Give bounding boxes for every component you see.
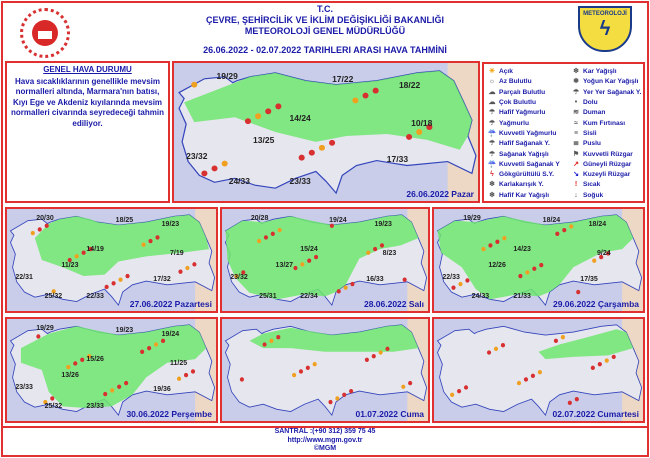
temperature-label: 22/33 xyxy=(442,274,460,282)
temperature-label: 25/32 xyxy=(44,402,63,410)
header-ministry: ÇEVRE, ŞEHİRCİLİK VE İKLİM DEĞİŞİKLİĞİ BAKANLIĞI xyxy=(205,15,445,25)
logo-text: METEOROLOJİ xyxy=(583,11,627,17)
temperature-label: 23/32 xyxy=(186,151,208,162)
general-summary xyxy=(5,61,170,203)
legend-label: Az Bulutlu xyxy=(499,78,532,86)
thunderstorm-icon xyxy=(36,334,40,338)
legend-label: Güneyli Rüzgar xyxy=(583,160,632,168)
thunderstorm-icon xyxy=(184,373,188,377)
local-shower-icon: ☂ xyxy=(572,88,580,96)
thunderstorm-icon xyxy=(539,263,543,267)
legend-item xyxy=(487,77,571,87)
sun-icon xyxy=(525,270,529,274)
sun-icon xyxy=(185,266,189,270)
legend-label: Gökgürültülü S.Y. xyxy=(499,171,554,179)
sun-icon xyxy=(154,342,158,346)
legend-item xyxy=(571,77,643,87)
thunderstorm-icon xyxy=(488,243,492,247)
thunderstorm-icon xyxy=(362,93,368,99)
fog-icon: ≡ xyxy=(573,129,579,137)
legend-label: Kuvvetli Yağmurlu xyxy=(499,129,557,137)
legend-item xyxy=(571,170,643,180)
forecast-map-day-6 xyxy=(220,317,430,423)
thunderstorm-icon xyxy=(501,343,505,347)
temperature-label: 19/23 xyxy=(161,221,180,229)
sun-icon xyxy=(110,388,114,392)
sun-icon xyxy=(569,224,573,228)
temperature-label: 23/33 xyxy=(15,384,33,392)
sun-icon xyxy=(401,385,405,389)
thunderstorm-icon xyxy=(275,103,281,109)
north-wind-arrow-icon: ↘ xyxy=(573,171,579,179)
snow-icon: ❄ xyxy=(573,68,579,76)
temperature-label: 23/33 xyxy=(289,176,311,187)
thunderstorm-icon xyxy=(465,278,469,282)
sun-icon xyxy=(269,339,273,343)
sleet-icon: ❄ xyxy=(489,181,495,189)
forecast-map-day-5 xyxy=(5,317,218,423)
legend-item xyxy=(571,98,643,108)
legend-label: Yağmurlu xyxy=(499,119,530,127)
map-date: 29.06.2022 Çarşamba xyxy=(552,299,639,309)
hail-icon: • xyxy=(574,99,578,107)
map-date: 28.06.2022 Salı xyxy=(363,299,424,309)
map-date: 02.07.2022 Cumartesi xyxy=(552,409,639,419)
thunderstorm-icon xyxy=(598,362,602,366)
thunderstorm-icon xyxy=(342,393,346,397)
temperature-label: 13/26 xyxy=(61,372,79,380)
partly-cloudy-icon: ☁ xyxy=(488,88,496,96)
thunderstorm-icon xyxy=(575,397,579,401)
sun-icon xyxy=(352,98,358,104)
temperature-label: 13/25 xyxy=(253,134,275,145)
sun-icon xyxy=(481,247,485,251)
map-date: 30.06.2022 Perşembe xyxy=(126,409,212,419)
thunderstorm-icon xyxy=(451,286,455,290)
map-date: 26.06.2022 Pazar xyxy=(406,189,474,199)
temperature-label: 8/23 xyxy=(382,249,397,257)
thunderstorm-icon xyxy=(350,282,354,286)
thunderstorm-icon xyxy=(403,277,407,281)
sun-icon: ☀ xyxy=(488,68,496,76)
sun-icon xyxy=(255,113,261,119)
temperature-label: 20/28 xyxy=(250,215,269,223)
thunderstorm-icon xyxy=(50,396,54,400)
thunderstorm-icon xyxy=(276,335,280,339)
thunderstorm-icon xyxy=(385,347,389,351)
thunderstorm-icon xyxy=(380,243,384,247)
thunderstorm-icon xyxy=(495,240,499,244)
legend-label: Açık xyxy=(499,68,513,76)
legend-label: Yoğun Kar Yağışlı xyxy=(583,78,639,86)
thunderstorm-icon xyxy=(293,266,297,270)
forecast-map-day-3 xyxy=(220,207,430,313)
sun-icon xyxy=(450,393,454,397)
temperature-label: 25/31 xyxy=(259,292,277,300)
thunderstorm-icon xyxy=(112,281,116,285)
hot-thermometer-icon: ! xyxy=(574,181,578,189)
haze-icon: ≣ xyxy=(573,140,579,148)
temperature-label: 17/35 xyxy=(580,276,598,284)
thunderstorm-icon xyxy=(532,267,536,271)
temperature-label: 23/33 xyxy=(86,402,104,410)
thunderstorm-icon xyxy=(178,269,182,273)
turkey-map xyxy=(174,63,478,201)
legend-item xyxy=(487,170,571,180)
sun-icon xyxy=(517,381,521,385)
thunderstorm-icon xyxy=(264,235,268,239)
thunderstorm-icon xyxy=(372,354,376,358)
temperature-label: 19/29 xyxy=(36,325,54,333)
temperature-label: 22/33 xyxy=(86,292,104,300)
thunderstorm-icon xyxy=(117,385,121,389)
sun-icon xyxy=(118,277,122,281)
temperature-label: 9/24 xyxy=(597,249,611,257)
legend-label: Dolu xyxy=(583,99,598,107)
thunderstorm-icon xyxy=(191,369,195,373)
footer-phone: SANTRAL :(+90 312) 359 75 45 xyxy=(274,428,376,435)
legend-label: Duman xyxy=(583,109,606,117)
thunderstorm-icon xyxy=(373,88,379,94)
sun-icon xyxy=(66,365,70,369)
thunderstorm-icon xyxy=(576,290,580,294)
legend-item xyxy=(487,149,571,159)
thunderstorm-icon xyxy=(263,342,267,346)
temperature-label: 18/25 xyxy=(115,217,134,225)
temperature-label: 12/26 xyxy=(488,262,506,270)
sun-icon xyxy=(141,243,145,247)
legend-item xyxy=(571,129,643,139)
thunderstorm-icon xyxy=(192,262,196,266)
light-snow-icon: ❄ xyxy=(489,191,495,199)
thunderstorm-icon xyxy=(406,134,412,140)
sun-icon xyxy=(366,251,370,255)
lightning-icon: ϟ xyxy=(599,18,611,40)
sun-icon xyxy=(75,254,79,258)
sun-icon xyxy=(257,239,261,243)
sun-icon xyxy=(335,396,339,400)
thunderstorm-icon xyxy=(271,232,275,236)
temperature-label: 14/19 xyxy=(86,245,104,253)
temperature-label: 13/27 xyxy=(275,262,294,270)
thunderstorm-icon xyxy=(591,366,595,370)
sun-icon xyxy=(31,231,35,235)
thunderstorm-icon xyxy=(337,289,341,293)
legend-item xyxy=(571,149,643,159)
legend-label: Puslu xyxy=(583,140,601,148)
turkey-map xyxy=(222,319,428,421)
sun-icon xyxy=(319,145,325,151)
temperature-label: 11/23 xyxy=(61,262,79,270)
legend-label: Kar Yağışlı xyxy=(583,68,617,76)
thunderstorm-icon xyxy=(211,166,217,172)
heavy-snow-icon: ❅ xyxy=(573,78,579,86)
temperature-label: 19/29 xyxy=(463,215,481,223)
legend-label: Kum Fırtınası xyxy=(583,119,626,127)
legend-item xyxy=(487,108,571,118)
thunderstorm-icon xyxy=(103,392,107,396)
heavy-rain-icon: ☔ xyxy=(487,129,497,137)
legend-item xyxy=(487,67,571,77)
sun-icon xyxy=(416,129,422,135)
legend-label: Sıcak xyxy=(583,181,601,189)
thunderstorm-icon xyxy=(457,389,461,393)
temperature-label: 18/22 xyxy=(398,79,421,90)
turkey-map xyxy=(434,209,643,311)
turkey-map xyxy=(7,209,216,311)
temperature-label: 25/32 xyxy=(44,292,63,300)
legend-item xyxy=(487,88,571,98)
sun-icon xyxy=(191,82,197,88)
thunderstorm-icon xyxy=(299,155,305,161)
sun-icon xyxy=(278,228,282,232)
temperature-label: 11/25 xyxy=(170,359,188,367)
thunderstorm-icon xyxy=(307,259,311,263)
thunderstorm-icon xyxy=(80,358,84,362)
thunderstorm-icon xyxy=(562,228,566,232)
thunderstorm-icon xyxy=(373,247,377,251)
legend-item xyxy=(571,191,643,201)
sun-icon xyxy=(605,358,609,362)
footer xyxy=(150,428,500,454)
sun-icon xyxy=(561,335,565,339)
thunderstorm-icon xyxy=(554,339,558,343)
thunderstorm-icon xyxy=(45,224,49,228)
legend-label: Sağanak Yağışlı xyxy=(499,150,549,158)
thunderstorm-icon xyxy=(612,355,616,359)
header xyxy=(150,4,500,56)
thunderstorm-icon xyxy=(240,377,244,381)
turkey-map xyxy=(222,209,428,311)
thunderstorm-icon xyxy=(38,227,42,231)
legend-item xyxy=(487,98,571,108)
forecast-map-day-7 xyxy=(432,317,645,423)
thunderstorm-icon xyxy=(555,232,559,236)
temperature-label: 18/24 xyxy=(588,221,607,229)
light-rain-icon: ☂ xyxy=(488,109,496,117)
temperature-label: 19/36 xyxy=(153,386,171,394)
shower-icon: ☂ xyxy=(488,150,496,158)
temperature-label: 14/24 xyxy=(289,112,311,123)
legend-item xyxy=(571,118,643,128)
sun-icon xyxy=(292,373,296,377)
temperature-label: 23/32 xyxy=(230,274,248,282)
legend-item xyxy=(487,118,571,128)
sun-icon xyxy=(300,262,304,266)
legend-label: Kuzeyli Rüzgar xyxy=(583,171,631,179)
thunderstorm-icon xyxy=(155,235,159,239)
temperature-label: 22/34 xyxy=(300,292,318,300)
sandstorm-icon: ≈ xyxy=(574,119,578,127)
thunderstorm-icon xyxy=(531,374,535,378)
thunderstorm-icon xyxy=(518,274,522,278)
thunderstorm-icon xyxy=(148,239,152,243)
legend-label: Kuvvetli Sağanak Y xyxy=(499,160,560,168)
legend-label: Parçalı Bulutlu xyxy=(499,88,546,96)
legend-label: Sisli xyxy=(583,129,597,137)
header-line1: T.C. xyxy=(316,4,333,14)
thunderstorm-icon xyxy=(309,150,315,156)
legend-label: Hafif Sağanak Y. xyxy=(499,140,550,148)
thunderstorm-icon xyxy=(73,361,77,365)
temperature-label: 19/29 xyxy=(216,71,238,82)
thunderstorm-icon xyxy=(82,251,86,255)
legend-item xyxy=(571,160,643,170)
legend-label: Hafif Kar Yağışlı xyxy=(499,191,550,199)
cold-thermometer-icon: ↓ xyxy=(574,191,578,199)
temperature-label: 15/26 xyxy=(86,355,104,363)
legend-label: Hafif Yağmurlu xyxy=(499,109,546,117)
forecast-map-day-4 xyxy=(432,207,645,313)
thunderstorm-icon xyxy=(299,369,303,373)
south-wind-arrow-icon: ↗ xyxy=(573,160,579,168)
legend-item xyxy=(571,67,643,77)
thunderstorm-icon xyxy=(487,350,491,354)
few-clouds-icon: ☼ xyxy=(488,78,496,86)
legend-label: Yer Yer Sağanak Y. xyxy=(583,88,642,96)
legend-item xyxy=(487,160,571,170)
sun-icon xyxy=(502,236,506,240)
temperature-label: 21/33 xyxy=(513,292,531,300)
temperature-label: 17/32 xyxy=(153,276,171,284)
footer-copyright: ©MGM xyxy=(313,445,337,452)
legend-label: Soğuk xyxy=(583,191,604,199)
legend-label: Çok Bulutlu xyxy=(499,99,536,107)
thunderstorm-icon xyxy=(201,170,207,176)
thunderstorm-icon xyxy=(314,255,318,259)
map-date: 27.06.2022 Pazartesi xyxy=(129,299,212,309)
legend-item xyxy=(571,180,643,190)
thunderstorm-icon xyxy=(306,366,310,370)
legend-item xyxy=(487,180,571,190)
smoke-icon: ≋ xyxy=(573,109,579,117)
temperature-label: 18/24 xyxy=(542,217,561,225)
sun-icon xyxy=(222,161,228,167)
temperature-label: 19/23 xyxy=(374,221,392,229)
light-shower-icon: ☂ xyxy=(488,140,496,148)
temperature-label: 16/33 xyxy=(366,276,384,284)
ministry-logo xyxy=(20,8,70,58)
thunderstorm-icon xyxy=(328,400,332,404)
temperature-label: 24/33 xyxy=(471,292,490,300)
thunderstorm-icon xyxy=(365,358,369,362)
thunderstorm-icon xyxy=(124,381,128,385)
sun-icon xyxy=(458,282,462,286)
temperature-label: 15/24 xyxy=(300,245,318,253)
turkey-map xyxy=(7,319,216,421)
legend-item xyxy=(571,108,643,118)
thunderstorm-icon xyxy=(105,285,109,289)
thunderstorm-icon xyxy=(408,381,412,385)
turkey-map xyxy=(434,319,643,421)
temperature-label: 19/23 xyxy=(115,327,134,335)
temperature-label: 14/23 xyxy=(513,245,531,253)
thunderstorm-icon xyxy=(568,401,572,405)
sun-icon xyxy=(538,370,542,374)
temperature-label: 24/33 xyxy=(228,176,250,187)
sun-icon xyxy=(344,286,348,290)
thunderstorm-icon xyxy=(161,339,165,343)
sun-icon xyxy=(379,350,383,354)
temperature-label: 10/18 xyxy=(411,118,433,129)
temperature-label: 7/19 xyxy=(170,249,184,257)
thunderstorm-icon xyxy=(125,274,129,278)
sun-icon xyxy=(494,347,498,351)
heavy-shower-icon: ☔ xyxy=(487,160,497,168)
weather-legend xyxy=(482,62,645,203)
temperature-label: 20/30 xyxy=(36,215,54,223)
header-directorate: METEOROLOJİ GENEL MÜDÜRLÜĞÜ xyxy=(244,26,406,36)
cloudy-icon: ☁ xyxy=(488,99,496,107)
legend-item xyxy=(571,88,643,98)
sun-icon xyxy=(177,377,181,381)
temperature-label: 19/24 xyxy=(161,331,180,339)
rain-icon: ☂ xyxy=(488,119,496,127)
legend-item xyxy=(487,129,571,139)
sun-icon xyxy=(313,362,317,366)
footer-url[interactable]: http://www.mgm.gov.tr xyxy=(287,436,363,444)
thunderstorm-icon xyxy=(140,350,144,354)
legend-label: Karlakarışık Y. xyxy=(499,181,544,189)
temperature-label: 22/31 xyxy=(15,274,33,282)
thunderstorm-icon: ϟ xyxy=(490,171,494,179)
thunderstorm-icon xyxy=(245,118,251,124)
summary-text: Hava sıcaklıklarının genellikle mevsim normalleri altında, Marmara'nın batısı, Kıyı Ege ve Akdeniz kıyılarında mevsim normalleri civarında seyredeceği tahmin ediliyor. xyxy=(11,76,164,128)
forecast-map-day-1 xyxy=(172,61,480,203)
summary-title: GENEL HAVA DURUMU xyxy=(43,65,132,74)
legend-item xyxy=(571,139,643,149)
legend-item xyxy=(487,139,571,149)
temperature-label: 17/33 xyxy=(386,154,409,165)
thunderstorm-icon xyxy=(329,140,335,146)
legend-label: Kuvvetli Rüzgar xyxy=(583,150,633,158)
temperature-label: 17/22 xyxy=(332,74,354,85)
temperature-label: 19/24 xyxy=(329,217,347,225)
thunderstorm-icon xyxy=(524,377,528,381)
thunderstorm-icon xyxy=(147,346,151,350)
thunderstorm-icon xyxy=(349,389,353,393)
thunderstorm-icon xyxy=(265,108,271,114)
strong-wind-icon: ⚑ xyxy=(572,150,580,158)
map-date: 01.07.2022 Cuma xyxy=(355,409,424,419)
legend-item xyxy=(487,191,571,201)
thunderstorm-icon xyxy=(464,385,468,389)
sun-icon xyxy=(592,259,596,263)
forecast-date-range: 26.06.2022 - 02.07.2022 TARIHLERI ARASI HAVA TAHMİNİ xyxy=(203,45,447,55)
forecast-map-day-2 xyxy=(5,207,218,313)
